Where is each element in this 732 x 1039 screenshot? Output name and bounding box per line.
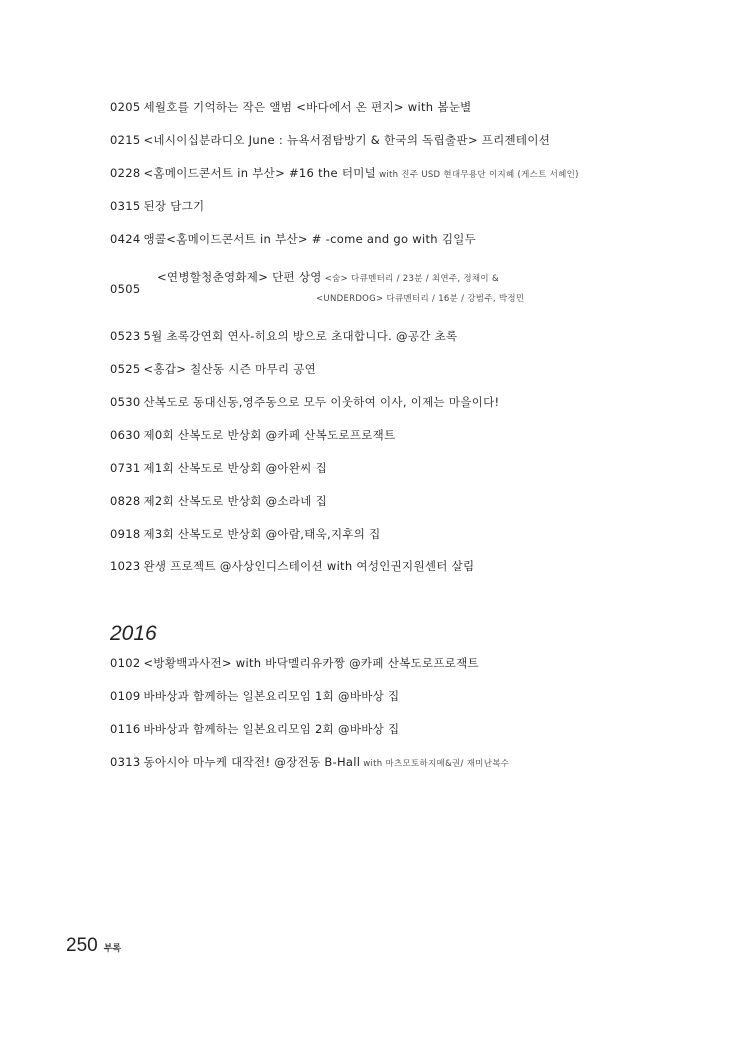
entry (110, 722, 399, 736)
entry-date: 0731 (110, 461, 141, 475)
entry-date: 0828 (110, 494, 141, 508)
entry (110, 656, 479, 670)
entry (110, 362, 316, 376)
entry-date: 0315 (110, 199, 141, 213)
entry-date: 0205 (110, 100, 141, 114)
entry (110, 232, 476, 246)
entry-date: 0523 (110, 329, 141, 343)
entry-date: 0530 (110, 395, 141, 409)
entry-text: 5월 초록강연회 연사-히요의 방으로 초대합니다. @공간 초록 (143, 329, 458, 343)
entry-date: 0424 (110, 232, 141, 246)
entry-note: <숨> 다큐멘터리 / 23분 / 최연주, 정채이 & (324, 274, 499, 284)
entry-note: with 마츠모토하지메&권/ 재미난복수 (363, 759, 510, 769)
entry-date: 0505 (110, 282, 141, 296)
entry-text: 제0회 산복도로 반상회 @카페 산복도로프로잭트 (143, 428, 396, 442)
entry (110, 329, 457, 343)
entry-text: <홍갑> 칠산동 시즌 마무리 공연 (143, 362, 317, 376)
entry (110, 755, 509, 771)
entry (110, 100, 472, 114)
entry-text: 제3회 산복도로 반상회 @아람,태욱,지후의 집 (143, 527, 381, 541)
entry-date: 0228 (110, 166, 141, 180)
entry (110, 199, 204, 213)
entry (110, 527, 381, 541)
entry-text: 제2회 산복도로 반상회 @소라네 집 (143, 494, 328, 508)
entry-date: 0313 (110, 755, 141, 769)
entry-note: with 진주 USD 현대무용단 이지혜 (게스트 서혜인) (379, 170, 579, 180)
section-label: 부록 (103, 944, 122, 954)
entry (110, 133, 550, 147)
entry-text: 세월호를 기억하는 작은 앨범 <바다에서 온 편지> with 봄눈별 (143, 100, 472, 114)
entry-text: 제1회 산복도로 반상회 @아완씨 집 (143, 461, 328, 475)
entry-text: <네시이십분라디오 June : 뉴욕서점탐방기 & 한국의 독립출판> 프리젠테이션 (143, 133, 551, 147)
year-heading: 2016 (110, 622, 157, 645)
entry-text: 바바상과 함께하는 일본요리모임 2회 @바바상 집 (143, 722, 400, 736)
entry (110, 559, 474, 573)
entry-text: 완생 프로젝트 @사상인디스테이션 with 여성인권지원센터 살림 (143, 559, 475, 573)
entry-date: 0109 (110, 689, 141, 703)
entry-date: 0102 (110, 656, 141, 670)
entry-text: <방황백과사전> with 바닥멜리유카짱 @카페 산복도로프로잭트 (143, 656, 479, 670)
entry-text: 동아시아 마누케 대작전! @장전동 B-Hall (143, 755, 361, 769)
entry-text: <연병할청춘영화제> 단편 상영 (157, 270, 322, 284)
entry-text: 된장 담그기 (143, 199, 205, 213)
entry (110, 395, 499, 409)
entry-text: 바바상과 함께하는 일본요리모임 1회 @바바상 집 (143, 689, 400, 703)
entry-text: 앵콜<홈메이드콘서트 in 부산> # -come and go with 김일두 (143, 232, 477, 246)
entry-date: 0918 (110, 527, 141, 541)
entry-date: 0116 (110, 722, 141, 736)
entry-date: 0215 (110, 133, 141, 147)
entry-text: <홈메이드콘서트 in 부산> #16 the 터미널 (143, 166, 377, 180)
entry-date: 0525 (110, 362, 141, 376)
entry-date: 0630 (110, 428, 141, 442)
entry (110, 166, 579, 182)
entry-text: 산복도로 동대신동,영주동으로 모두 이웃하여 이사, 이제는 마을이다! (143, 395, 500, 409)
entry-note: <UNDERDOG> 다큐멘터리 / 16분 / 강범주, 박정민 (316, 294, 525, 304)
page-footer (66, 935, 121, 957)
entry (110, 494, 327, 508)
entry (110, 461, 327, 475)
entry-date: 1023 (110, 559, 141, 573)
page-number: 250 (66, 935, 98, 956)
entry (110, 689, 399, 703)
entry (110, 428, 395, 442)
